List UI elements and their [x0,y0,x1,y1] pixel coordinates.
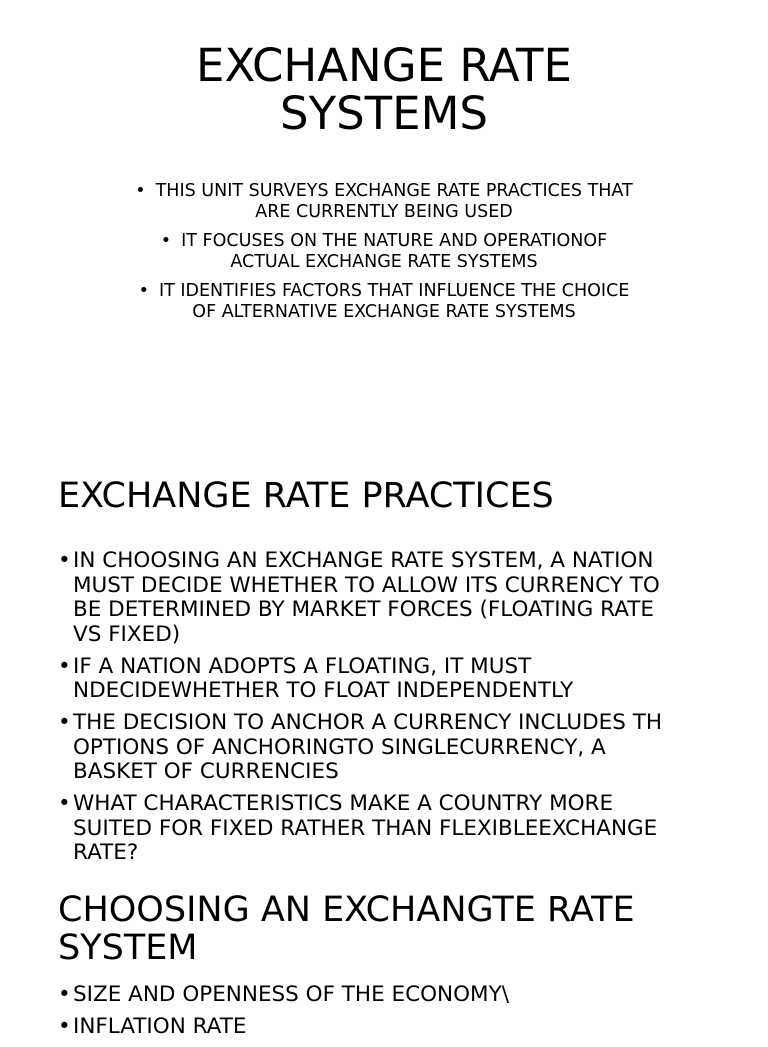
practices-bullet-list [58,549,708,873]
practices-bullet [58,549,708,647]
section-heading-practices: EXCHANGE RATE PRACTICES [58,476,554,516]
bullet-line: SIZE AND OPENNESS OF THE ECONOMY\ [73,982,509,1007]
bullet-line: THE DECISION TO ANCHOR A CURRENCY INCLUDES TH [73,710,663,735]
bullet-line: SUITED FOR FIXED RATHER THAN FLEXIBLEEXCHANGE [73,815,658,841]
bullet-marker: • [58,653,71,679]
bullet-marker: • [58,982,71,1007]
practices-bullet [58,655,708,704]
bullet-marker: • [160,231,172,251]
bullet-marker: • [138,281,149,301]
bullet-marker: • [58,548,71,573]
bullet-line: MUST DECIDE WHETHER TO ALLOW ITS CURRENCY TO [73,572,660,598]
bullet-line: BASKET OF CURRENCIES [73,759,339,784]
choosing-bullet [58,1015,708,1040]
intro-bullet [100,181,668,223]
bullet-marker: • [58,1014,71,1039]
bullet-line: • THIS UNIT SURVEYS EXCHANGE RATE PRACTICES THAT [135,181,633,201]
bullet-line: WHAT CHARACTERISTICS MAKE A COUNTRY MORE [73,791,614,816]
bullet-marker: • [58,710,71,735]
practices-bullet [58,711,708,785]
choosing-bullet-list [58,983,708,1047]
bullet-marker: • [58,791,71,816]
bullet-line: VS FIXED) [73,621,181,647]
bullet-line: • IT FOCUSES ON THE NATURE AND OPERATIONOF [160,231,608,251]
bullet-line: RATE? [73,840,139,865]
bullet-line: NDECIDEWHETHER TO FLOAT INDEPENDENTLY [73,678,574,703]
intro-bullet-list [100,181,668,331]
section-heading-choosing [58,891,635,967]
title-line: SYSTEMS [280,87,488,140]
bullet-line: BE DETERMINED BY MARKET FORCES (FLOATING RATE [73,597,654,622]
bullet-line: INFLATION RATE [73,1014,247,1039]
bullet-marker: • [135,181,146,201]
title-line: EXCHANGE RATE [196,39,572,92]
bullet-line: ACTUAL EXCHANGE RATE SYSTEMS [230,252,538,272]
heading-line: CHOOSING AN EXCHANGTE RATE [58,890,635,930]
practices-bullet [58,792,708,866]
choosing-bullet [58,983,708,1008]
page-title [0,39,768,140]
bullet-line: • IT IDENTIFIES FACTORS THAT INFLUENCE THE CHOICE [138,281,630,301]
bullet-line: ARE CURRENTLY BEING USED [255,202,513,222]
heading-line: SYSTEM [58,928,198,968]
bullet-line: IN CHOOSING AN EXCHANGE RATE SYSTEM, A NATION [73,548,654,573]
bullet-line: IF A NATION ADOPTS A FLOATING, IT MUST [73,653,532,679]
bullet-line: OPTIONS OF ANCHORINGTO SINGLECURRENCY, A [73,734,606,760]
bullet-line: OF ALTERNATIVE EXCHANGE RATE SYSTEMS [192,302,576,322]
intro-bullet [100,231,668,273]
intro-bullet [100,281,668,323]
